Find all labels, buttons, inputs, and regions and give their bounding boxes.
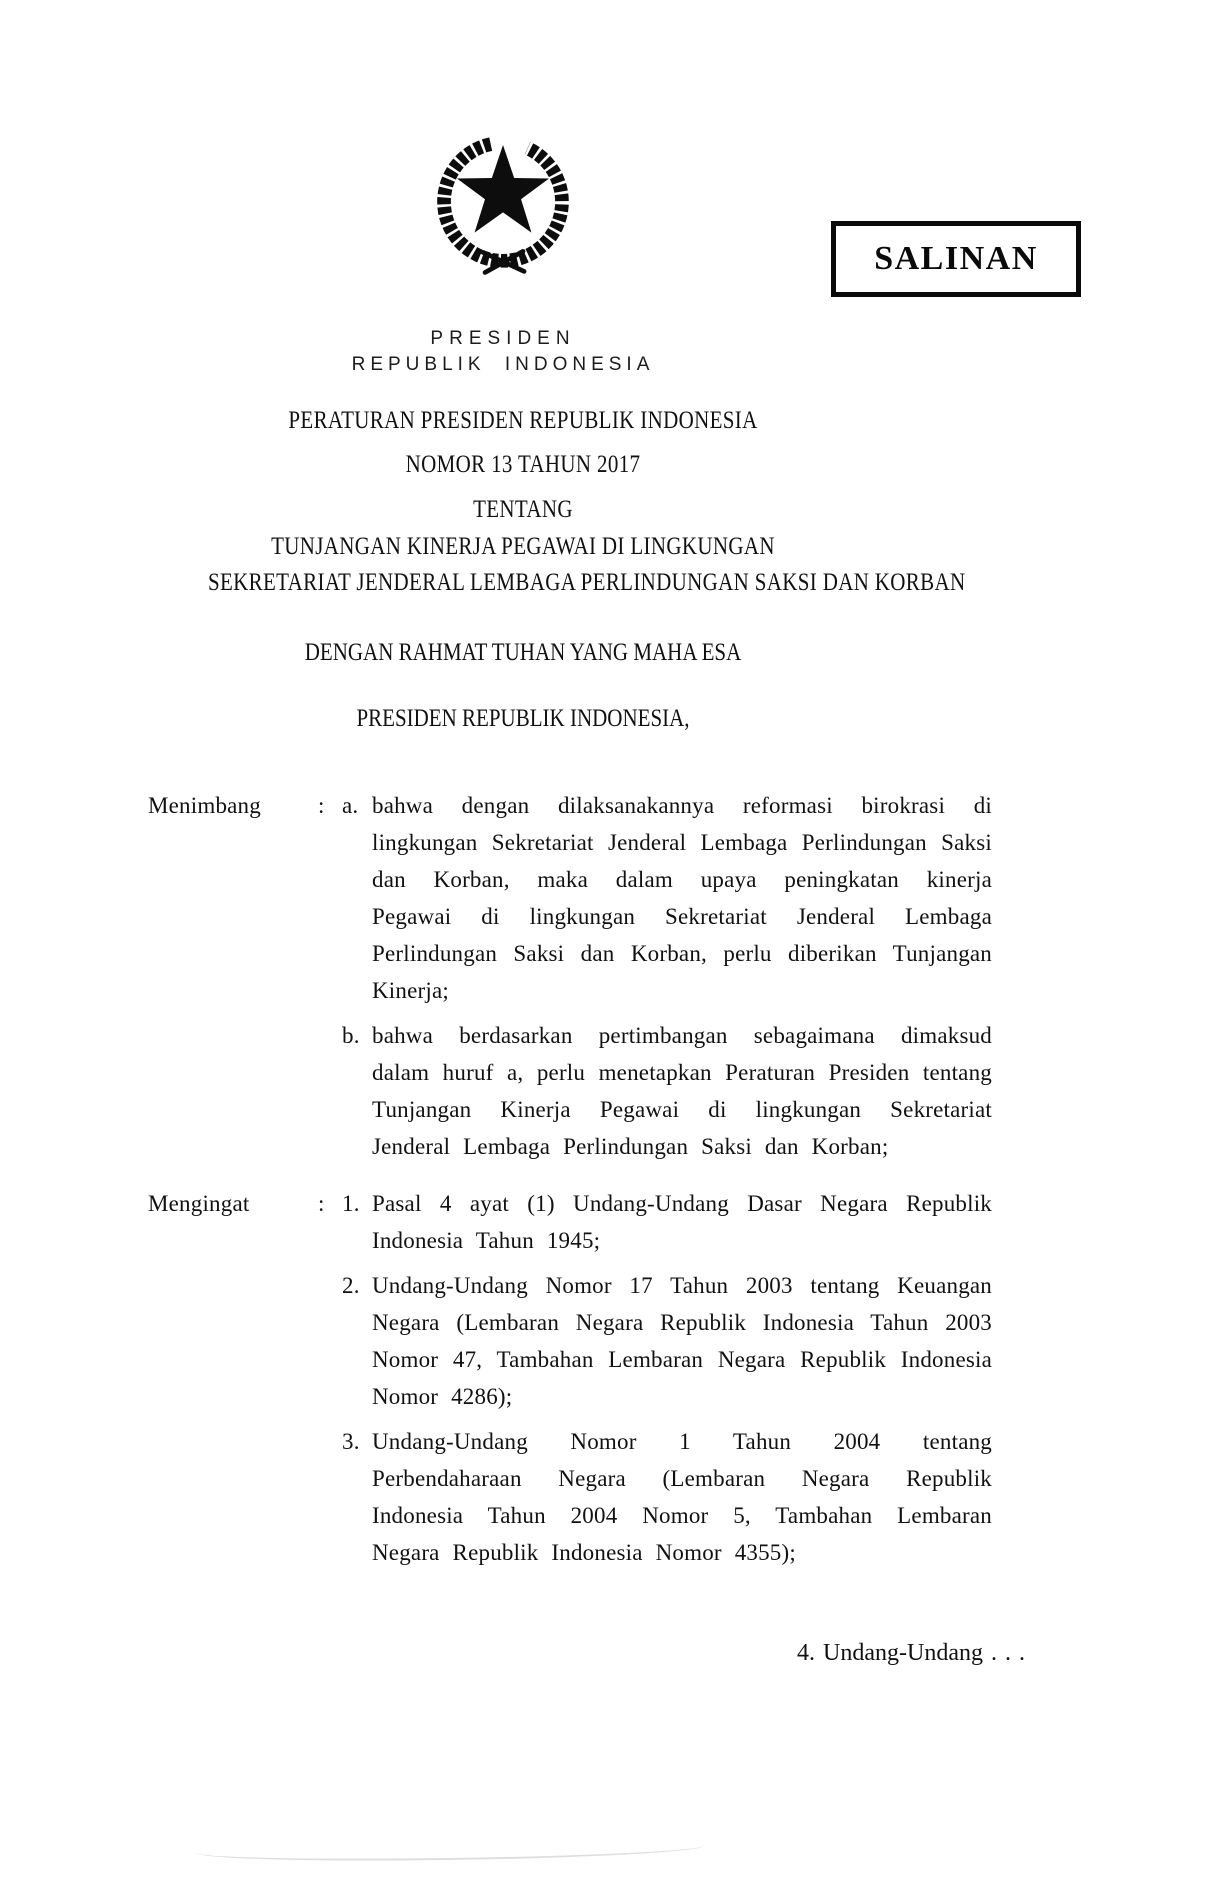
consideration-item-a	[342, 787, 992, 1009]
section-items	[342, 787, 992, 1165]
enacting-authority-line: PRESIDEN REPUBLIK INDONESIA,	[356, 705, 690, 732]
title-line-tentang: TENTANG	[473, 496, 573, 523]
title-block	[148, 405, 966, 599]
section-menimbang	[148, 787, 1148, 1165]
item-marker: a.	[342, 793, 359, 818]
consideration-item-b	[342, 1017, 992, 1165]
item-text: Pasal 4 ayat (1) Undang-Undang Dasar Negara Republik Indonesia Tahun 1945;	[372, 1191, 992, 1253]
title-line-subject-2: SEKRETARIAT JENDERAL LEMBAGA PERLINDUNGAN SAKSI DAN KORBAN	[208, 569, 966, 596]
item-text: bahwa berdasarkan pertimbangan sebagaimana dimaksud dalam huruf a, perlu menetapkan Peraturan Presiden tentang Tunjangan Kinerja Pegawai di lingkungan Sekretariat Jenderal Lembaga Perlindungan Saksi dan Korban;	[372, 1023, 992, 1159]
item-marker: 3.	[342, 1429, 360, 1454]
legal-basis-item-3	[342, 1423, 992, 1571]
item-text: bahwa dengan dilaksanakannya reformasi birokrasi di lingkungan Sekretariat Jenderal Lembaga Perlindungan Saksi dan Korban, maka dalam upaya peningkatan kinerja Pegawai di lingkungan Sekretariat Jenderal Lembaga Perlindungan Saksi dan Korban, perlu diberikan Tunjangan Kinerja;	[372, 793, 992, 1003]
title-line-number-year: NOMOR 13 TAHUN 2017	[405, 451, 641, 478]
section-mengingat	[148, 1185, 1148, 1571]
section-colon: :	[318, 1191, 325, 1216]
preamble-body	[148, 787, 1148, 1571]
item-marker: 1.	[342, 1191, 360, 1216]
masthead	[148, 126, 858, 376]
legal-basis-item-1	[342, 1185, 992, 1259]
item-text: Undang-Undang Nomor 1 Tahun 2004 tentang Perbendaharaan Negara (Lembaran Negara Republik Indonesia Tahun 2004 Nomor 5, Tambahan Lembaran Negara Republik Indonesia Nomor 4355);	[372, 1429, 992, 1565]
presidential-seal-icon	[424, 126, 582, 284]
section-label: Mengingat	[148, 1191, 250, 1216]
section-label: Menimbang	[148, 793, 261, 818]
invocation-line: DENGAN RAHMAT TUHAN YANG MAHA ESA	[304, 639, 742, 666]
section-colon: :	[318, 793, 325, 818]
masthead-line2: REPUBLIK INDONESIA	[351, 354, 655, 375]
page-catchword: 4. Undang-Undang . . .	[797, 1640, 1025, 1666]
masthead-line1: PRESIDEN	[430, 328, 576, 349]
section-items	[342, 1185, 992, 1571]
title-line-subject-1: TUNJANGAN KINERJA PEGAWAI DI LINGKUNGAN	[271, 533, 775, 560]
legal-basis-item-2	[342, 1267, 992, 1415]
item-marker: b.	[342, 1023, 360, 1048]
salinan-stamp: SALINAN	[831, 221, 1081, 297]
item-text: Undang-Undang Nomor 17 Tahun 2003 tentang Keuangan Negara (Lembaran Negara Republik Indonesia Tahun 2003 Nomor 47, Tambahan Lembaran Negara Republik Indonesia Nomor 4286);	[372, 1273, 992, 1409]
title-line-regulation: PERATURAN PRESIDEN REPUBLIK INDONESIA	[288, 407, 758, 434]
scan-artifact-line	[195, 1834, 705, 1863]
item-marker: 2.	[342, 1273, 360, 1298]
